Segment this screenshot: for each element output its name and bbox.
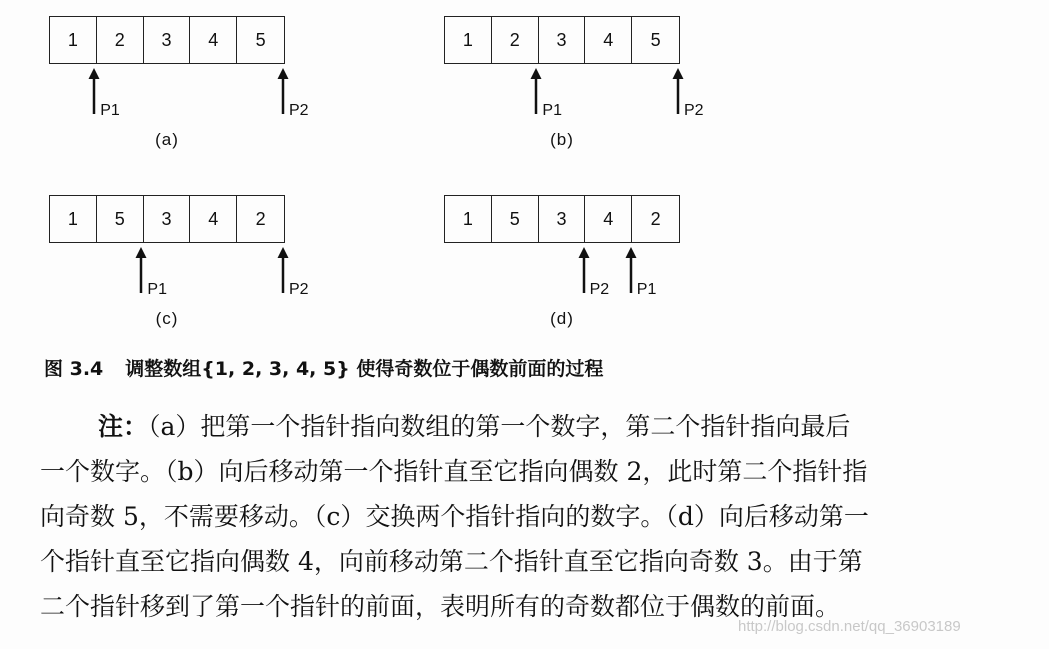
array-cell: 2 xyxy=(492,17,539,63)
up-arrow-icon xyxy=(562,247,592,297)
note-paragraph xyxy=(40,404,1030,629)
array-cell: 5 xyxy=(97,196,144,242)
array-cell: 1 xyxy=(445,17,492,63)
pointer-p2 xyxy=(261,68,321,128)
note-line-5: 二个指针移到了第一个指针的前面，表明所有的奇数都位于偶数的前面。 xyxy=(40,592,841,621)
figure-number: 图 3.4 xyxy=(44,358,104,380)
note-prefix: 注： xyxy=(98,412,149,441)
array-cells xyxy=(49,195,285,243)
note-line-3: 向奇数 5，不需要移动。（c）交换两个指针指向的数字。（d）向后移动第一 xyxy=(40,502,869,531)
pointer-label: P1 xyxy=(100,102,120,119)
array-cell: 3 xyxy=(539,17,586,63)
array-cells xyxy=(444,195,680,243)
pointer-p1 xyxy=(609,247,669,307)
array-cell: 2 xyxy=(97,17,144,63)
up-arrow-icon xyxy=(514,68,544,118)
note-line-1 xyxy=(40,404,1030,449)
array-cell: 3 xyxy=(144,17,191,63)
pointer-label: P2 xyxy=(684,102,704,119)
array-cell: 4 xyxy=(585,17,632,63)
panel-d xyxy=(444,195,684,345)
note-line-4: 个指针直至它指向偶数 4，向前移动第二个指针直至它指向奇数 3。由于第 xyxy=(40,547,863,576)
up-arrow-icon xyxy=(119,247,149,297)
pointer-label: P1 xyxy=(636,281,657,298)
up-arrow-icon xyxy=(72,68,102,118)
array-cell: 2 xyxy=(650,208,661,229)
pointer-p1 xyxy=(72,68,132,128)
panel-label: (d) xyxy=(550,309,574,328)
array-cell: 1 xyxy=(50,196,97,242)
figure-title: 调整数组{1, 2, 3, 4, 5} 使得奇数位于偶数前面的过程 xyxy=(125,358,604,380)
up-arrow-icon xyxy=(609,247,639,297)
panel-c xyxy=(49,195,309,345)
watermark: http://blog.csdn.net/qq_36903189 xyxy=(738,618,961,635)
array-cell: 3 xyxy=(539,196,586,242)
pointer-label: P2 xyxy=(589,281,610,298)
array-cell: 5 xyxy=(492,196,539,242)
pointer-label: P1 xyxy=(542,102,562,119)
figure-caption xyxy=(44,354,603,381)
pointer-p2 xyxy=(261,247,321,307)
pointer-label: P2 xyxy=(289,102,309,119)
array-cell: 4 xyxy=(190,17,237,63)
panel-label: (b) xyxy=(550,130,574,149)
array-cell: 4 xyxy=(585,196,632,242)
panel-a xyxy=(49,16,309,166)
note-line-1-text: （a）把第一个指针指向数组的第一个数字，第二个指针指向最后 xyxy=(148,412,851,441)
pointer-label: P1 xyxy=(147,281,167,298)
pointer-p1 xyxy=(514,68,574,128)
array-cell: 2 xyxy=(255,208,266,229)
pointer-label: P2 xyxy=(289,281,309,298)
array-cell: 5 xyxy=(650,29,661,50)
array-cell: 3 xyxy=(144,196,191,242)
note-line-2: 一个数字。（b）向后移动第一个指针直至它指向偶数 2，此时第二个指针指 xyxy=(40,457,868,486)
up-arrow-icon xyxy=(656,68,686,118)
panel-label: (c) xyxy=(155,309,179,328)
array-cell: 1 xyxy=(445,196,492,242)
array-cell: 5 xyxy=(255,29,266,50)
up-arrow-icon xyxy=(261,247,291,297)
array-cells xyxy=(49,16,285,64)
panel-label: (a) xyxy=(155,130,179,149)
array-cell: 1 xyxy=(50,17,97,63)
up-arrow-icon xyxy=(261,68,291,118)
array-cells xyxy=(444,16,680,64)
pointer-p1 xyxy=(119,247,179,307)
panel-b xyxy=(444,16,704,166)
pointer-p2 xyxy=(656,68,716,128)
array-cell: 4 xyxy=(190,196,237,242)
